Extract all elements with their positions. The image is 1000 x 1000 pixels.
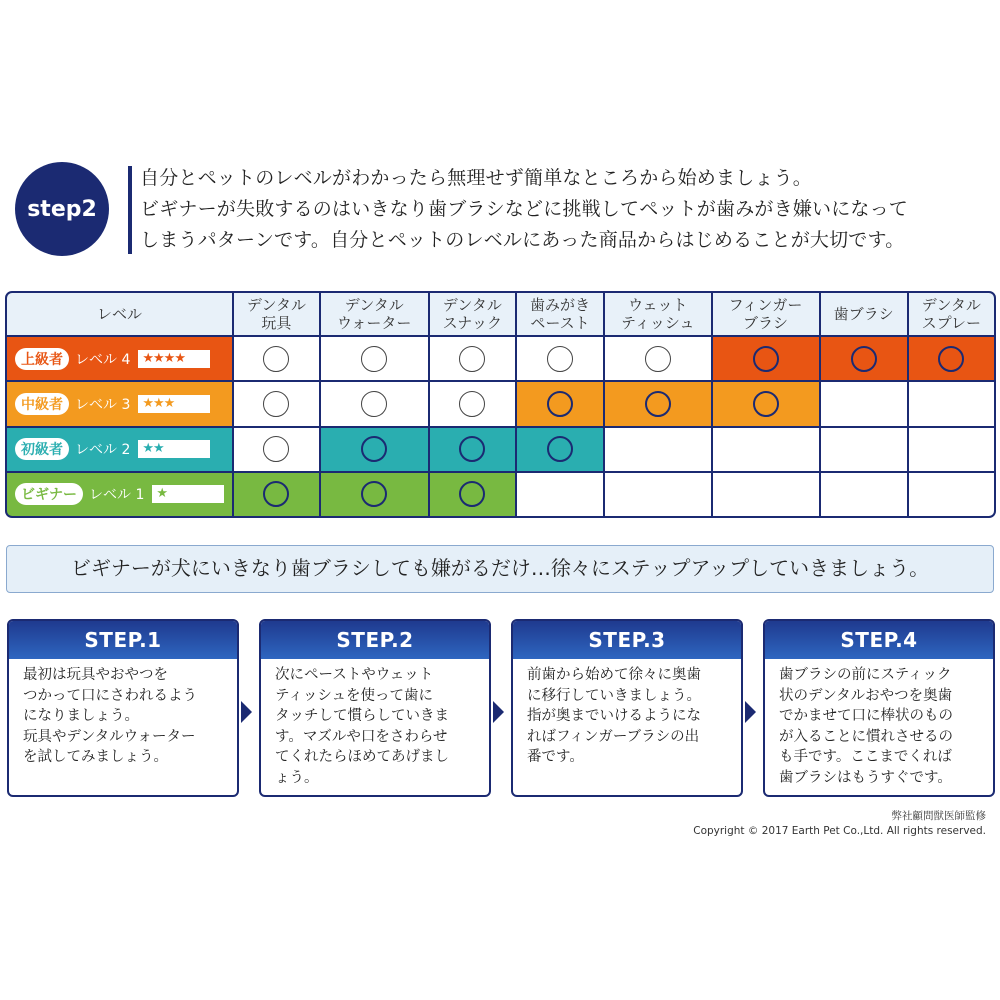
level-cell [821,428,907,471]
step-line: ティッシュを使って歯に [275,687,434,704]
step-line: 番です。 [527,749,584,765]
arrow-right-icon [241,701,252,723]
level-row [7,337,994,380]
level-label-cell [7,428,232,471]
level-cell [321,337,428,380]
step-line: 歯ブラシはもうすぐです。 [779,769,952,786]
level-cell [234,382,319,425]
level-rows [7,337,994,516]
step-card-2 [259,619,491,797]
level-label-cell [7,337,232,380]
level-cell [321,382,428,425]
level-cell [713,382,819,425]
step-line: でかませて口に棒状のもの [779,708,953,724]
level-cell [517,428,603,471]
copyright: Copyright © 2017 Earth Pet Co.,Ltd. All rights reserved. [693,825,986,837]
level-column-header: レベル [7,293,232,335]
recommended-circle-icon [547,436,573,462]
column-header: 歯ブラシ [821,293,907,335]
level-cell [234,428,319,471]
level-name: レベル 1 [89,487,145,504]
level-cell [713,337,819,380]
level-cell [517,473,603,516]
column-header: デンタル 玩具 [234,293,319,335]
recommended-circle-icon [459,481,485,507]
intro-text [140,163,1000,256]
column-header: フィンガー ブラシ [713,293,819,335]
step-card-1 [7,619,239,797]
level-label-cell [7,382,232,425]
intro-line: 自分とペットのレベルがわかったら無理せず簡単なところから始めましょう。 [140,167,813,189]
supervisor-note: 弊社顧問獣医師監修 [891,810,986,822]
recommended-circle-icon [851,346,877,372]
step-body [765,659,993,788]
step-line: になりましょう。 [23,708,139,724]
level-row [7,428,994,471]
level-cell [713,473,819,516]
column-header: デンタル スプレー [909,293,994,335]
step-line: 次にペーストやウェット [275,667,434,683]
column-header: デンタル スナック [430,293,515,335]
level-cell [430,337,515,380]
recommended-circle-icon [361,436,387,462]
step-body [261,659,489,788]
level-cell [713,428,819,471]
level-cell [605,428,711,471]
suitable-circle-icon [263,391,289,417]
suitable-circle-icon [547,346,573,372]
suitable-circle-icon [645,346,671,372]
level-cell [909,428,994,471]
level-row [7,473,994,516]
step-line: を試してみましょう。 [23,749,168,765]
step-line: 最初は玩具やおやつを [23,667,168,683]
level-cell [821,473,907,516]
suitable-circle-icon [459,346,485,372]
step-line: が入ることに慣れさせるの [779,728,953,745]
step-title: STEP.3 [513,621,741,659]
level-cell [234,473,319,516]
step-line: す。マズルや口をさわらせ [275,728,448,745]
recommended-circle-icon [753,391,779,417]
recommended-circle-icon [753,346,779,372]
suitable-circle-icon [361,346,387,372]
step-body [9,659,237,768]
step-line: ょう。 [275,769,319,786]
level-cell [605,473,711,516]
level-name: レベル 2 [75,442,131,459]
table-header-row [7,293,994,335]
level-cell [517,337,603,380]
level-cell [909,382,994,425]
column-header: デンタル ウォーター [321,293,428,335]
level-cell [909,337,994,380]
step-line: ればフィンガーブラシの出 [527,728,700,745]
recommended-circle-icon [938,346,964,372]
step-line: 歯ブラシの前にスティック [779,667,952,683]
step-line: 状のデンタルおやつを奥歯 [779,687,953,704]
star-rating: ★ [152,485,224,503]
level-cell [605,382,711,425]
level-cell [605,337,711,380]
step-badge: step2 [15,162,109,256]
level-cell [821,382,907,425]
recommended-circle-icon [547,391,573,417]
level-name: レベル 3 [75,396,131,413]
column-header: ウェット ティッシュ [605,293,711,335]
suitable-circle-icon [361,391,387,417]
level-cell [430,473,515,516]
recommended-circle-icon [459,436,485,462]
intro-divider [128,166,132,254]
step-line: も手です。ここまでくれば [779,749,952,765]
step-line: つかって口にさわれるよう [23,687,197,704]
level-cell [909,473,994,516]
star-rating: ★★★★ [138,350,210,368]
level-badge: 中級者 [15,393,69,415]
level-name: レベル 4 [75,351,131,368]
suitable-circle-icon [263,346,289,372]
level-row [7,382,994,425]
level-cell [517,382,603,425]
level-cell [430,382,515,425]
level-cell [430,428,515,471]
column-header: 歯みがき ペースト [517,293,603,335]
recommended-circle-icon [361,481,387,507]
star-rating: ★★ [138,440,210,458]
intro-line: しまうパターンです。自分とペットのレベルにあった商品からはじめることが大切です。 [140,229,905,251]
step-title: STEP.1 [9,621,237,659]
step-card-3 [511,619,743,797]
step-title: STEP.4 [765,621,993,659]
level-cell [321,473,428,516]
message-banner: ビギナーが犬にいきなり歯ブラシしても嫌がるだけ…徐々にステップアップしていきましょう。 [6,545,994,593]
suitable-circle-icon [459,391,485,417]
step-card-4 [763,619,995,797]
level-label-cell [7,473,232,516]
level-cell [321,428,428,471]
level-cell [234,337,319,380]
arrow-right-icon [493,701,504,723]
suitable-circle-icon [263,436,289,462]
level-cell [821,337,907,380]
step-line: 指が奥までいけるようにな [527,708,701,724]
step-line: 玩具やデンタルウォーター [23,728,196,745]
recommended-circle-icon [645,391,671,417]
step-line: 前歯から始めて徐々に奥歯 [527,667,701,683]
intro-line: ビギナーが失敗するのはいきなり歯ブラシなどに挑戦してペットが歯みがき嫌いになって [140,198,909,220]
level-table [5,291,996,518]
step-line: タッチして慣らしていきま [275,708,449,724]
arrow-right-icon [745,701,756,723]
step-line: てくれたらほめてあげまし [275,749,449,765]
star-rating: ★★★ [138,395,210,413]
level-badge: 上級者 [15,348,69,370]
step-title: STEP.2 [261,621,489,659]
step-body [513,659,741,768]
level-badge: 初級者 [15,438,69,460]
level-badge: ビギナー [15,483,83,505]
recommended-circle-icon [263,481,289,507]
step-line: に移行していきましょう。 [527,687,701,704]
